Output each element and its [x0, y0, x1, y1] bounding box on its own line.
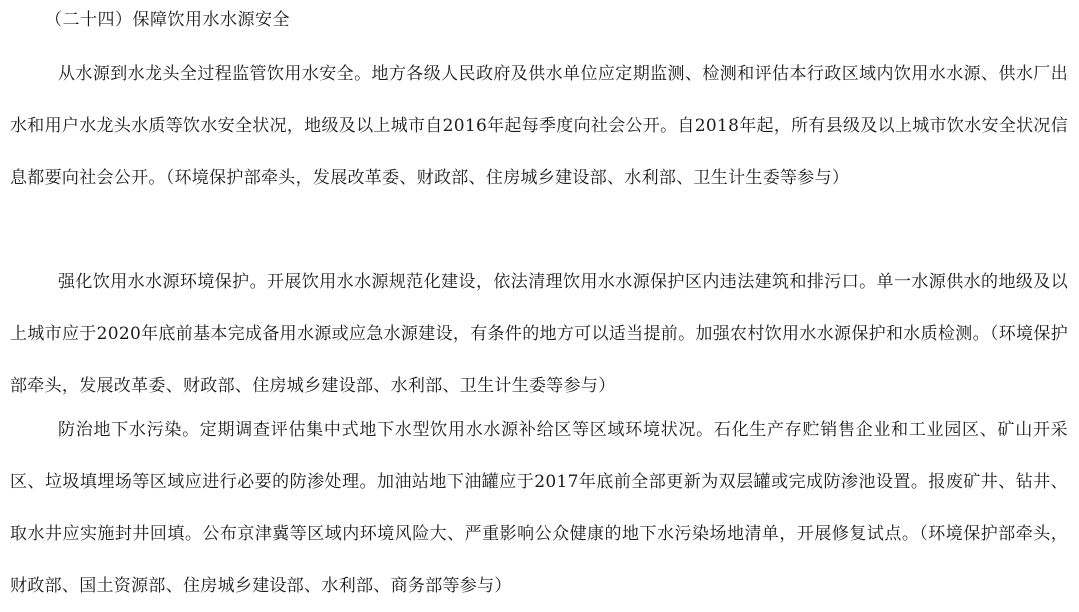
paragraph-groundwater-pollution: 防治地下水污染。定期调查评估集中式地下水型饮用水水源补给区等区域环境状况。石化生产存贮销售企业和工业园区、矿山开采区、垃圾填埋场等区域应进行必要的防渗处理。加油站地下油罐应于2017年底前全部更新为双层罐或完成防渗池设置。报废矿井、钻井、取水井应实施封井回填。公布京津冀等区域内环境风险大、严重影响公众健康的地下水污染场地清单，开展修复试点。（环境保护部牵头，财政部、国土资源部、住房城乡建设部、水利部、商务部等参与）: [10, 420, 1068, 596]
paragraph-drinking-water-supervision: 从水源到水龙头全过程监管饮用水安全。地方各级人民政府及供水单位应定期监测、检测和评估本行政区域内饮用水水源、供水厂出水和用户水龙头水质等饮水安全状况，地级及以上城市自2016年起每季度向社会公开。自2018年起，所有县级及以上城市饮水安全状况信息都要向社会公开。（环境保护部牵头，发展改革委、财政部、住房城乡建设部、水利部、卫生计生委等参与）: [10, 64, 1068, 188]
section-heading: （二十四）保障饮用水水源安全: [45, 10, 290, 30]
paragraph-water-source-protection: 强化饮用水水源环境保护。开展饮用水水源规范化建设，依法清理饮用水水源保护区内违法建筑和排污口。单一水源供水的地级及以上城市应于2020年底前基本完成备用水源或应急水源建设，有条件的地方可以适当提前。加强农村饮用水水源保护和水质检测。（环境保护部牵头，发展改革委、财政部、住房城乡建设部、水利部、卫生计生委等参与）: [10, 272, 1068, 396]
